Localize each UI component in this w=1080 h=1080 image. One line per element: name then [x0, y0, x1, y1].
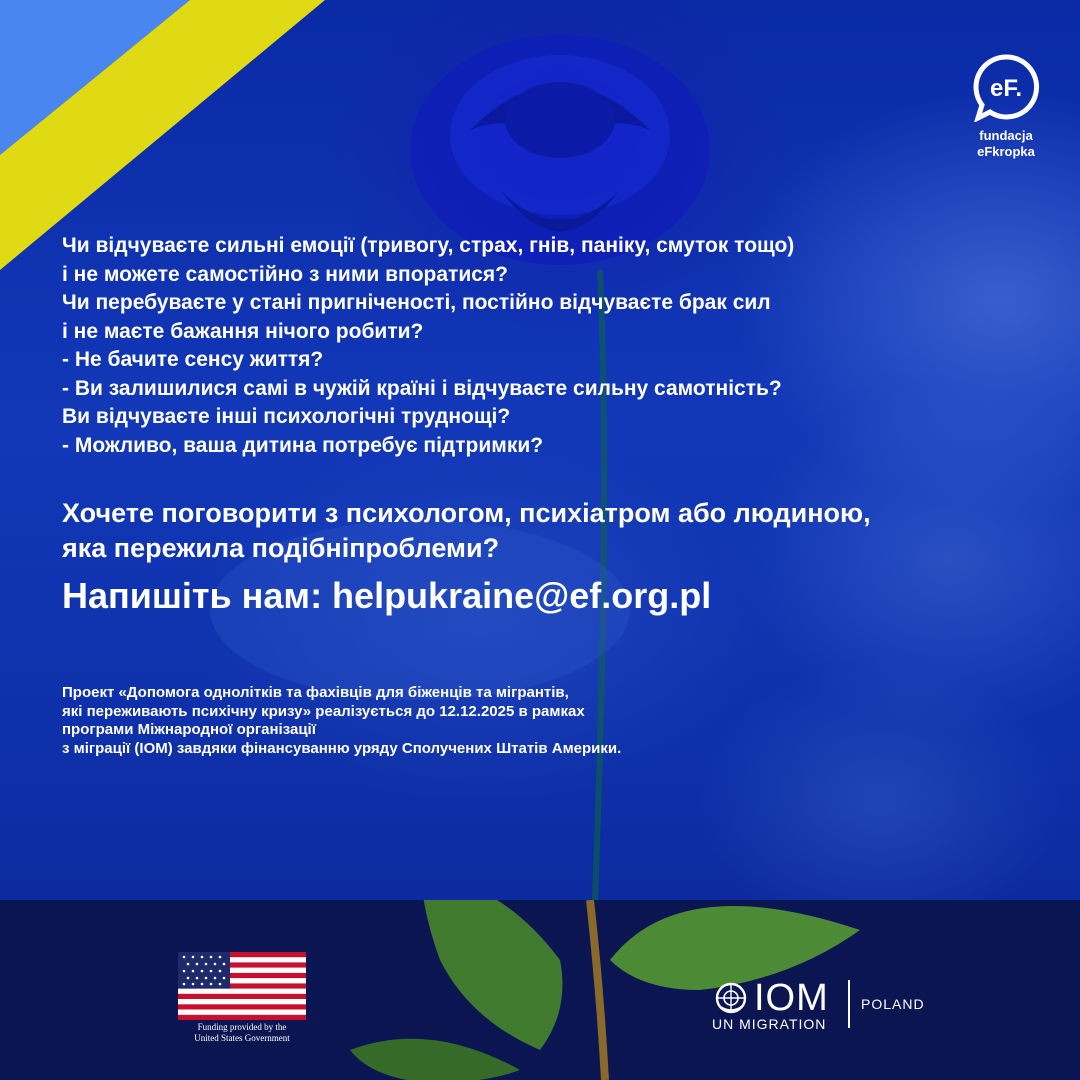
logo-line-1: fundacja — [979, 128, 1033, 143]
question-line: і не можете самостійно з ними впоратися? — [62, 262, 508, 286]
logo-line-2: eFkropka — [977, 144, 1035, 159]
logo-mark: eF. — [989, 75, 1023, 102]
questions-block — [62, 232, 1022, 460]
us-flag-icon — [178, 952, 306, 1020]
un-globe-icon — [712, 982, 750, 1016]
cta-block — [62, 496, 1022, 566]
funding-caption — [170, 1022, 314, 1044]
leaves-decoration — [0, 900, 1080, 1080]
contact-email[interactable]: Напишіть нам: helpukraine@ef.org.pl — [62, 575, 712, 616]
fundacja-logo — [968, 52, 1044, 160]
project-line: які переживають психічну кризу» реалізується до 12.12.2025 в рамках — [62, 702, 585, 720]
iom-subtitle: UN MIGRATION — [712, 1016, 827, 1032]
speech-bubble-icon — [970, 52, 1042, 122]
question-line: і не маєте бажання нічого робити? — [62, 319, 424, 343]
project-line: програми Міжнародної організації — [62, 721, 316, 738]
funding-caption-line-2: United States Government — [194, 1033, 290, 1043]
project-line: Проект «Допомога однолітків та фахівців для біженців та мігрантів, — [62, 684, 569, 701]
iom-country: POLAND — [861, 996, 925, 1012]
question-line: Ви відчуваєте інші психологічні труднощі? — [62, 405, 511, 428]
cta-line-1: Хочете поговорити з психологом, психіатром або людиною, — [62, 498, 871, 528]
question-line: - Ви залишилися самі в чужій країні і відчуваєте сильну самотність? — [62, 376, 782, 400]
project-description — [62, 684, 1022, 758]
cta-line-2: яка пережила подібніпроблеми? — [62, 533, 500, 563]
iom-divider — [848, 980, 850, 1028]
question-line: Чи перебуваєте у стані пригніченості, постійно відчуваєте брак сил — [62, 291, 771, 314]
footer — [0, 900, 1080, 1080]
iom-name: IOM — [754, 977, 829, 1019]
question-line: - Не бачите сенсу життя? — [62, 348, 324, 371]
question-line: - Можливо, ваша дитина потребує підтримки? — [62, 433, 544, 457]
funding-caption-line-1: Funding provided by the — [197, 1022, 287, 1032]
project-line: з міграції (IOM) завдяки фінансуванню уряду Сполучених Штатів Америки. — [62, 739, 622, 757]
main-content — [62, 232, 1022, 758]
question-line: Чи відчуваєте сильні емоції (тривогу, страх, гнів, паніку, смуток тощо) — [62, 234, 795, 257]
